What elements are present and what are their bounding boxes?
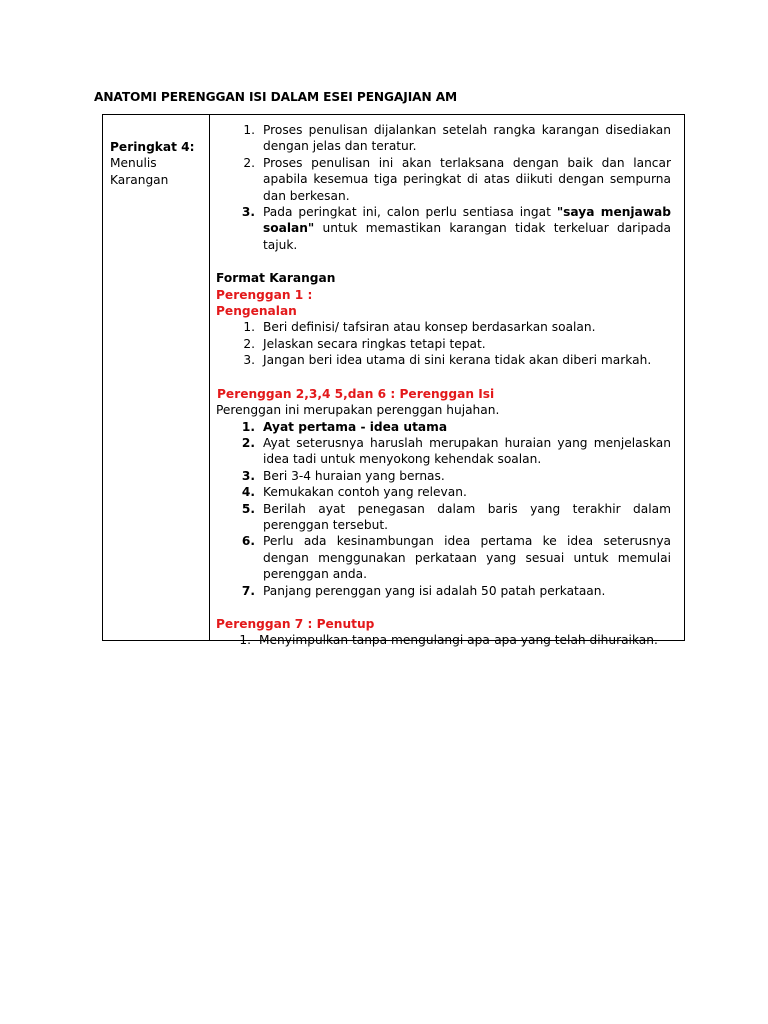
list-number: 3. (241, 468, 255, 483)
list-item (216, 501, 671, 534)
list-number: 1. (239, 633, 251, 648)
list-item (216, 336, 671, 352)
list-number: 7. (241, 583, 255, 598)
stage-name-line1: Menulis (110, 156, 157, 171)
list-text: Kemukakan contoh yang relevan. (263, 485, 467, 500)
stage-name-line2: Karangan (110, 172, 169, 187)
list-text: Beri 3-4 huraian yang bernas. (263, 468, 445, 483)
isi-list (216, 419, 671, 599)
emphasis-quote: "saya menjawab soalan" (263, 205, 671, 236)
list-text: Beri definisi/ tafsiran atau konsep berdasarkan soalan. (263, 320, 596, 335)
list-item (216, 533, 671, 582)
list-item (216, 204, 671, 253)
list-item (216, 419, 671, 435)
list-text: Jelaskan secara ringkas tetapi tepat. (263, 336, 486, 351)
intro-list (216, 122, 671, 253)
list-text-part: Pada peringkat ini, calon perlu sentiasa ingat (263, 205, 557, 220)
pengenalan-list (216, 319, 671, 368)
section-heading-pengenalan-2: Pengenalan (216, 304, 297, 319)
list-number: 6. (241, 534, 255, 549)
list-number: 2. (243, 155, 255, 170)
list-text: Menyimpulkan tanpa mengulangi apa-apa yang telah dihuraikan. (259, 633, 658, 648)
list-number: 2. (243, 336, 255, 351)
list-text: Ayat pertama - idea utama (263, 419, 448, 434)
list-text: Jangan beri idea utama di sini kerana tidak akan diberi markah. (263, 353, 652, 368)
list-item (216, 319, 671, 335)
stage-label: Peringkat 4: (110, 140, 195, 154)
section-heading-isi: Perenggan 2,3,4 5,dan 6 : Perenggan Isi (217, 386, 495, 401)
list-item (216, 352, 671, 368)
format-heading: Format Karangan (216, 271, 336, 286)
list-item (216, 155, 671, 204)
list-text: Proses penulisan dijalankan setelah rangka karangan disediakan dengan jelas dan teratur. (263, 123, 671, 154)
list-item (216, 632, 671, 648)
document-title: ANATOMI PERENGGAN ISI DALAM ESEI PENGAJIAN AM (94, 90, 458, 104)
list-text: Panjang perenggan yang isi adalah 50 patah perkataan. (263, 583, 606, 598)
section-heading-penutup: Perenggan 7 : Penutup (216, 616, 375, 631)
list-number: 1. (243, 320, 255, 335)
list-item (216, 468, 671, 484)
list-text: Ayat seterusnya haruslah merupakan huraian yang menjelaskan idea tadi untuk menyokong kehendak soalan. (263, 435, 671, 467)
section-heading-pengenalan-1: Perenggan 1 : (216, 287, 313, 302)
list-text-part: untuk memastikan karangan tidak terkeluar daripada tajuk. (263, 221, 671, 252)
list-number: 4. (241, 485, 255, 500)
column-divider (209, 115, 210, 640)
list-number: 1. (243, 123, 255, 137)
list-item (216, 583, 671, 599)
content-table (102, 114, 685, 648)
list-number: 3. (241, 205, 255, 220)
list-number: 5. (241, 501, 255, 516)
list-text: Berilah ayat penegasan dalam baris yang terakhir dalam perenggan tersebut. (263, 501, 671, 532)
content-cell (216, 122, 671, 649)
isi-intro: Perenggan ini merupakan perenggan hujahan. (216, 403, 500, 418)
list-text: Perlu ada kesinambungan idea pertama ke idea seterusnya dengan menggunakan perkataan yang sesuai untuk memulai perenggan anda. (263, 534, 671, 582)
list-number: 2. (241, 435, 255, 450)
stage-label-cell (110, 139, 206, 188)
penutup-list (216, 632, 671, 648)
list-text: Proses penulisan ini akan terlaksana dengan baik dan lancar apabila kesemua tiga peringkat di atas diikuti dengan sempurna dan berkesan. (263, 155, 671, 203)
list-item (216, 435, 671, 468)
list-number: 1. (241, 419, 255, 434)
list-number: 3. (243, 353, 255, 368)
list-item (216, 122, 671, 155)
list-item (216, 484, 671, 500)
